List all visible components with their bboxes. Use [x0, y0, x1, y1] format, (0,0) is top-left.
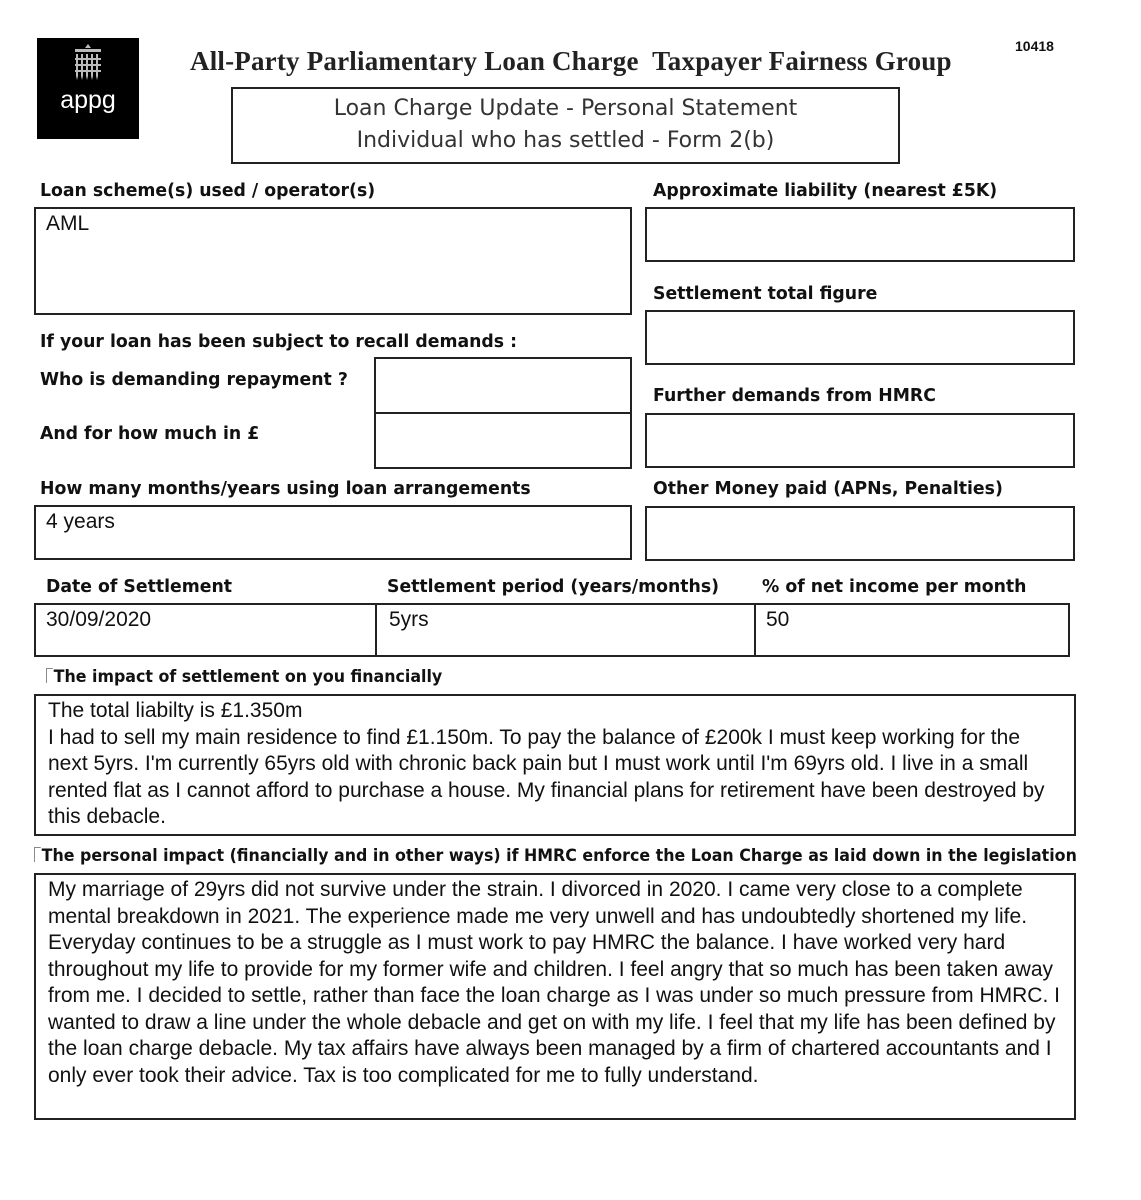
- net-income-pct-label: % of net income per month: [762, 576, 1027, 597]
- approx-liability-value: [647, 209, 1073, 215]
- impact-financial-label: [46, 667, 442, 686]
- how-much-field[interactable]: [374, 412, 632, 469]
- corner-mark-icon: [46, 668, 53, 683]
- duration-label: How many months/years using loan arrangements: [40, 478, 531, 499]
- form-id: 10418: [1015, 38, 1054, 54]
- further-demands-field[interactable]: [645, 413, 1075, 468]
- date-of-settlement-label: Date of Settlement: [46, 576, 233, 597]
- settlement-period-label: Settlement period (years/months): [387, 576, 720, 597]
- who-demanding-label: Who is demanding repayment ?: [40, 369, 348, 390]
- form-title-line1: Loan Charge Update - Personal Statement: [333, 96, 798, 121]
- how-much-value: [376, 414, 630, 420]
- approx-liability-field[interactable]: [645, 207, 1075, 262]
- net-income-pct-field[interactable]: [754, 603, 1070, 657]
- other-money-field[interactable]: [645, 506, 1075, 561]
- corner-mark-icon: [34, 847, 41, 862]
- impact-personal-text: My marriage of 29yrs did not survive under the strain. I divorced in 2020. I came very close to a complete mental breakdown in 2021. The experience made me very unwell and has undoubtedly shortened my life. Everyday continues to be a struggle as I must work to pay HMRC the balance. I have worked very hard throughout my life to provide for my former wife and children. I feel angry that so much has been taken away from me. I decided to settle, rather than face the loan charge as I was under so much pressure from HMRC. I wanted to draw a line under the whole debacle and get on with my life. I feel that my life has been defined by the loan charge debacle. My tax affairs have always been managed by a firm of chartered accountants and I only ever took their advice. Tax is too complicated for me to fully understand.: [48, 878, 1060, 1087]
- recall-heading: If your loan has been subject to recall demands :: [40, 331, 518, 352]
- settlement-period-value: 5yrs: [389, 608, 429, 631]
- further-demands-label: Further demands from HMRC: [653, 385, 936, 406]
- impact-financial-label-text: The impact of settlement on you financially: [53, 667, 443, 686]
- settlement-period-field[interactable]: [375, 603, 756, 657]
- approx-liability-label: Approximate liability (nearest £5K): [653, 180, 998, 201]
- impact-personal-label-text: The personal impact (financially and in other ways) if HMRC enforce the Loan Charge as laid down in the legislation: [41, 846, 1077, 865]
- impact-financial-text: The total liabilty is £1.350m I had to sell my main residence to find £1.150m. To pay the balance of £200k I must keep working for the next 5yrs. I'm currently 65yrs old with chronic back pain but I must work until I'm 69yrs old. I live in a small rented flat as I cannot afford to purchase a house. My financial plans for retirement have been destroyed by this debacle.: [48, 699, 1045, 828]
- further-demands-value: [647, 415, 1073, 421]
- date-of-settlement-field[interactable]: [34, 603, 377, 657]
- duration-value: 4 years: [46, 510, 115, 533]
- appg-logo: [37, 38, 139, 139]
- settlement-total-value: [647, 312, 1073, 318]
- form-title-line2: Individual who has settled - Form 2(b): [356, 128, 775, 153]
- duration-field[interactable]: [34, 505, 632, 560]
- other-money-value: [647, 508, 1073, 514]
- loan-schemes-field[interactable]: [34, 207, 632, 315]
- impact-personal-label: [34, 846, 1077, 865]
- how-much-label: And for how much in £: [40, 423, 260, 444]
- loan-schemes-label: Loan scheme(s) used / operator(s): [40, 180, 376, 201]
- who-demanding-value: [376, 359, 630, 365]
- net-income-pct-value: 50: [766, 608, 790, 631]
- settlement-total-label: Settlement total figure: [653, 283, 878, 304]
- other-money-label: Other Money paid (APNs, Penalties): [653, 478, 1003, 499]
- impact-financial-field[interactable]: [34, 694, 1076, 836]
- logo-text: appg: [60, 86, 116, 114]
- form-title-box: [231, 87, 900, 164]
- portcullis-icon: [73, 44, 103, 82]
- org-title: All-Party Parliamentary Loan Charge Taxpayer Fairness Group: [190, 46, 952, 76]
- loan-schemes-value: AML: [46, 212, 90, 235]
- who-demanding-field[interactable]: [374, 357, 632, 414]
- impact-personal-field[interactable]: [34, 873, 1076, 1120]
- date-of-settlement-value: 30/09/2020: [46, 608, 152, 631]
- settlement-total-field[interactable]: [645, 310, 1075, 365]
